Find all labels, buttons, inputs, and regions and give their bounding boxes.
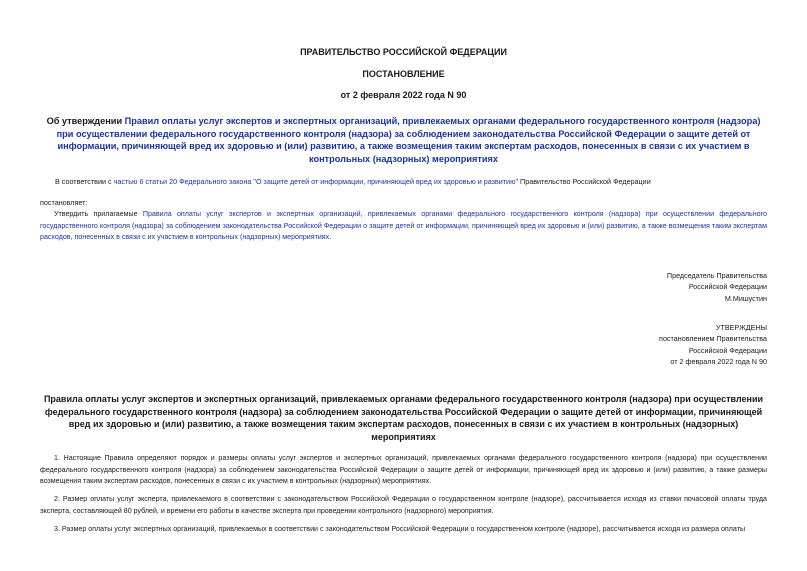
rule-paragraph-3-text: 3. Размер оплаты услуг экспертных организаций, привлекаемых в соответствии с законодательством Российской Федерации о государственном контроле (надзоре), рассчитывается исходя из размера оплаты [54,525,746,533]
signature-block [567,270,767,304]
title-prefix: Об утверждении [46,116,125,126]
signature-line-3: М.Мишустин [724,293,767,303]
rule-paragraph-1 [40,453,767,488]
signature-line-2: Российской Федерации [688,282,767,292]
approved-block [567,322,767,368]
preamble-before: В соответствии с [55,177,114,186]
postanovlyaet-label: постановляет: [40,198,88,207]
approve-after: . [329,233,332,241]
rules-title: Правила оплаты услуг экспертов и экспертных организаций, привлекаемых органами федерального государственного контроля (надзора) при осуществлении федерального государственного контроля (надзора) за соблюдением законодательства Российской Федерации о защите детей от информации, причиняющей вред их здоровью и (или) развитию, а также возмещения таким экспертам расходов, понесенных в связи с их участием в контрольных (надзорных) мероприятиях [43,394,764,442]
rule-paragraph-1-text: 1. Настоящие Правила определяют порядок и размеры оплаты услуг экспертов и экспертных организаций, привлекаемых органами федерального государственного контроля (надзора) при осуществлении федерального государственного контроля (надзора) за соблюдением законодательства Российской Федерации о защите детей от информации, причиняющей вред их здоровью и (или) развитию, а также размеры возмещения таким экспертам расходов, понесенных в связи с их участием в контрольных (надзорных) мероприятиях. [40,454,767,485]
approved-line-2: постановлением Правительства [659,334,767,344]
rule-paragraph-2 [40,494,767,517]
approve-paragraph [40,209,767,244]
rule-paragraph-3 [40,524,767,536]
rule-paragraph-2-text: 2. Размер оплаты услуг эксперта, привлекаемого в соответствии с законодательством Российской Федерации о государственном контроле (надзоре), рассчитывается исходя из ставки почасовой оплаты труда эксперта, составляющей 80 рублей, и времени его работы в качестве эксперта при проведении контрольного (надзорного) мероприятия. [40,495,767,515]
approved-line-4: от 2 февраля 2022 года N 90 [670,357,767,367]
date-number-heading: от 2 февраля 2022 года N 90 [340,90,467,100]
approved-line-1: УТВЕРЖДЕНЫ [715,323,767,332]
approved-line-3: Российской Федерации [688,345,767,355]
preamble-after: Правительство Российской Федерации [518,177,651,186]
approved-rules-link[interactable]: Правила оплаты услуг экспертов и экспертных организаций, привлекаемых органами федерального государственного контроля (надзора) при осуществлении федерального государственного контроля (надзора) за соблюдением законодательства Российской Федерации о защите детей от информации, причиняющей вред их здоровью и (или) развитию, а также возмещения таким экспертам расходов, понесенных в связи с их участием в контрольных (надзорных) мероприятиях [40,210,767,241]
title-rules-link[interactable]: Правил оплаты услуг экспертов и экспертных организаций, привлекаемых органами федерального государственного контроля (надзора) при осуществлении федерального государственного контроля (надзора) за соблюдением законодательства Российской Федерации о защите детей от информации, причиняющей вред их здоровью и (или) развитию, а также возмещения таким экспертам расходов, понесенных в связи с их участием в контрольных (надзорных) мероприятиях [56,116,761,164]
federal-law-link[interactable]: частью 6 статьи 20 Федерального закона "О защите детей от информации, причиняющей вред их здоровью и развитию" [113,177,519,186]
signature-line-1: Председатель Правительства [666,271,767,280]
document-title [40,115,767,165]
approve-before: Утвердить прилагаемые [54,210,143,218]
preamble [55,177,785,187]
doc-type-heading: ПОСТАНОВЛЕНИЕ [362,69,445,79]
government-heading: ПРАВИТЕЛЬСТВО РОССИЙСКОЙ ФЕДЕРАЦИИ [300,47,507,57]
